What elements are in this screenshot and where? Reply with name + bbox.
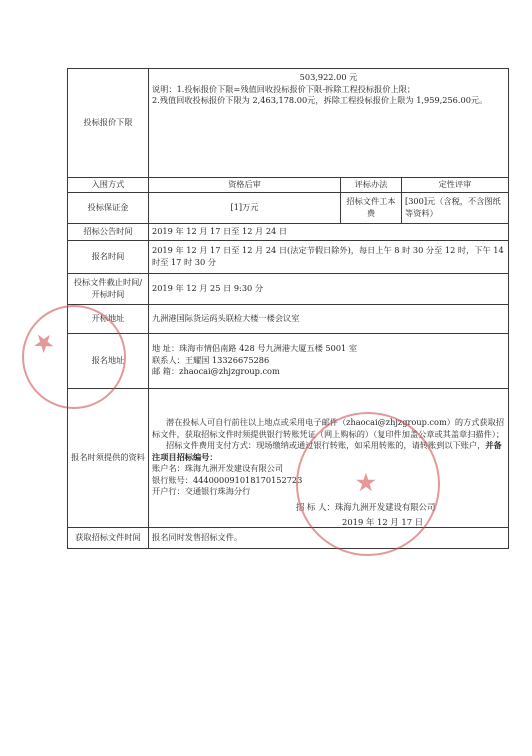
payment-note-bold: 并备注项目招标编号： xyxy=(152,440,502,462)
payment-method-text: 招标文件费用支付方式：现场缴纳或通过银行转账，如采用转账的，请转账到以下账户， xyxy=(166,440,486,451)
deposit-value: [1]万元 xyxy=(149,192,341,223)
price-limit-label: 投标报价下限 xyxy=(68,69,149,178)
evaluation-method-value: 定性评审 xyxy=(402,178,509,193)
company-seal-left xyxy=(22,305,126,409)
account-bank: 开户行：交通银行珠海分行 xyxy=(152,486,251,497)
required-docs-label: 报名时须提供的资料 xyxy=(68,388,149,527)
price-limit-row xyxy=(68,69,509,178)
announce-time-label: 招标公告时间 xyxy=(68,223,149,240)
deadline-row xyxy=(68,273,509,304)
price-limit-amount: 503,922.00 元 xyxy=(299,72,358,82)
register-time-value: 2019 年 12 月 17 日至 12 月 24 日(法定节假日除外)，每日上午 8 时 30 分至 12 时，下午 14 时至 17 时 30 分 xyxy=(149,240,509,273)
deposit-row xyxy=(68,192,509,223)
opening-place-row xyxy=(68,304,509,333)
price-limit-cell xyxy=(149,69,509,178)
register-contact: 联系人：王耀国 13326675286 xyxy=(152,354,270,365)
price-limit-note-1: 说明：1.投标报价下限=残值回收投标报价下限-拆除工程投标报价上限； xyxy=(152,83,416,94)
signature-date: 2019 年 12 月 17 日 xyxy=(342,517,424,527)
register-address: 地 址：珠海市情侣南路 428 号九洲港大厦五楼 5001 室 xyxy=(152,343,358,354)
seal-star-right: ★ xyxy=(356,470,376,496)
get-docs-time-row xyxy=(68,527,509,548)
required-docs-para-1: 潜在投标人可自行前往以上地点或采用电子邮件（zhaocai@zhjzgroup.com）的方式获取招标文件，获取招标文件时须提供银行转账凭证（网上购标的）（复印件加盖公章或其盖章扫描件）； xyxy=(152,417,505,439)
register-place-label: 报名地址 xyxy=(68,333,149,388)
register-time-label: 报名时间 xyxy=(68,240,149,273)
opening-place-value: 九洲港国际货运码头联检大楼一楼会议室 xyxy=(149,304,509,333)
required-docs-row xyxy=(68,388,509,527)
deadline-value: 2019 年 12 月 25 日 9:30 分 xyxy=(149,273,509,304)
get-docs-time-value: 报名同时发售招标文件。 xyxy=(149,527,509,548)
entry-method-label: 入围方式 xyxy=(68,178,149,193)
register-email: 邮 箱：zhaocai@zhjzgroup.com xyxy=(152,366,280,377)
deposit-label: 投标保证金 xyxy=(68,192,149,223)
opening-place-label: 开标地址 xyxy=(68,304,149,333)
account-name: 账户名：珠海九洲开发建设有限公司 xyxy=(152,463,284,474)
evaluation-method-label: 评标办法 xyxy=(341,178,402,193)
doc-fee-value: [300]元（含税，不含图纸等资料） xyxy=(402,192,509,223)
doc-fee-label: 招标文件工本费 xyxy=(341,192,402,223)
price-limit-note-2: 2.残值回收投标报价下限为 2,463,178.00元，拆除工程投标报价上限为 1,959,256.00元。 xyxy=(152,95,488,105)
tenderer-signature: 招 标 人：珠海九洲开发建设有限公司 xyxy=(296,502,436,512)
tender-info-table xyxy=(67,68,509,549)
seal-star-left: ★ xyxy=(28,326,60,360)
account-number: 银行账号：444000091018170152723 xyxy=(152,474,303,485)
register-place-cell xyxy=(149,333,509,388)
register-place-row xyxy=(68,333,509,388)
qualification-value: 资格后审 xyxy=(149,178,341,193)
announce-time-row xyxy=(68,223,509,240)
register-time-row xyxy=(68,240,509,273)
get-docs-time-label: 获取招标文件时间 xyxy=(68,527,149,548)
entry-method-row xyxy=(68,178,509,193)
deadline-label: 投标文件截止时间/开标时间 xyxy=(68,273,149,304)
announce-time-value: 2019 年 12 月 17 日至 12 月 24 日 xyxy=(149,223,509,240)
